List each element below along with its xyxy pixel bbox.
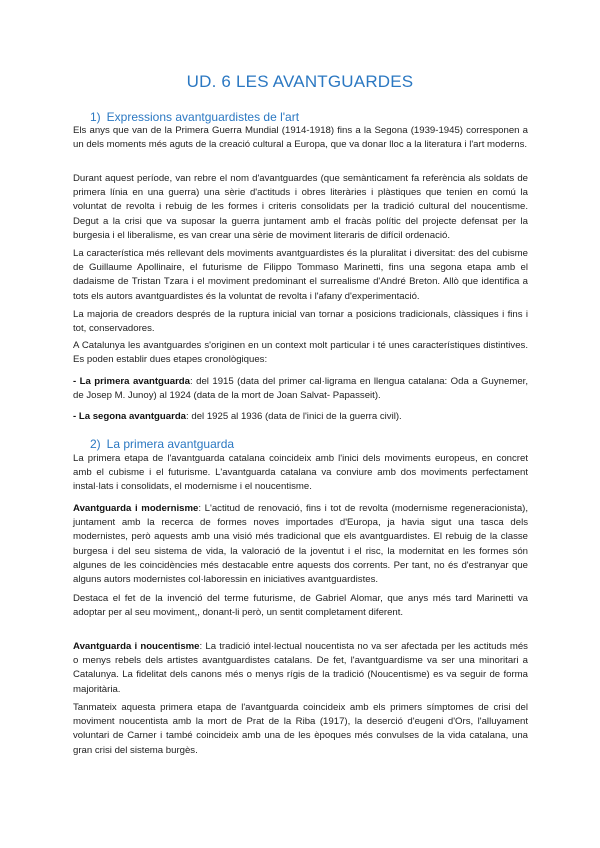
paragraph — [73, 502, 528, 587]
paragraph: Els anys que van de la Primera Guerra Mundial (1914-1918) fins a la Segona (1939-1945) corresponen a un dels moments més aguts de la creació cultural a Europa, que va donar lloc a la literatura i l'art moderns. — [73, 125, 528, 151]
section-heading-1 — [90, 110, 299, 124]
list-item-label: - La primera avantguarda — [73, 376, 190, 387]
section-heading-2 — [90, 437, 234, 451]
paragraph-text: : La tradició intel·lectual noucentista no va ser afectada per les actituds més o menys rebels dels artistes avantguardistes catalans. De fet, l'avantguardisme va ser una minoritari a Catalunya. La fidelitat dels canons més o menys rígis de la tradició (Noucentisme) es va seguir de forma majoritària. — [73, 641, 528, 695]
paragraph: Durant aquest període, van rebre el nom d'avantguardes (que semànticament fa referència als soldats de primera línia en una guerra) una sèrie d'actituds i obres literàries i plàstiques que tenien en comú la voluntat de revolta i rebuig de les formes i criteris consolidats per la tradició cultural del noucentisme. Degut a la crisi que va suposar la guerra juntament amb el fracàs polític del projecte defensat per la burgesia i el liberalisme, es van crear una sèrie de moviment literaris de difícil ordenació. — [73, 173, 528, 241]
paragraph-label: Avantguarda i modernisme — [73, 503, 199, 514]
paragraph: Tanmateix aquesta primera etapa de l'avantguarda coincideix amb els primers símptomes de crisi del moviment noucentista amb la mort de Prat de la Riba (1917), la deserció d'eugeni d'Ors, l'alluyament voluntari de Carner i també coincideix amb una de les èpoques més convulses de la vida catalana, una gran crisi del sistema burgès. — [73, 702, 528, 756]
list-item-text: : del 1915 (data del primer cal·ligrama en llengua catalana: Oda a Guynemer, de Josep M. Junoy) al 1924 (data de la mort de Joan Salvat- Papasseit). — [73, 376, 528, 402]
list-item-text: : del 1925 al 1936 (data de l'inici de la guerra civil). — [186, 411, 402, 422]
section-title: La primera avantguarda — [106, 437, 235, 451]
section-title: Expressions avantguardistes de l'art — [106, 110, 300, 124]
section-number: 1) — [90, 110, 101, 124]
paragraph: A Catalunya les avantguardes s'originen en un context molt particular i té unes característiques distintives. Es poden establir dues etapes cronològiques: — [73, 340, 528, 366]
paragraph: La primera etapa de l'avantguarda catalana coincideix amb l'inici dels moviments europeus, en concret amb el cubisme i el futurisme. L'avantguarda catalana va conviure amb dos moviments perfectament instal·lats i consolidats, el modernisme i el noucentisme. — [73, 453, 528, 493]
section-number: 2) — [90, 437, 101, 451]
paragraph: Destaca el fet de la invenció del terme futurisme, de Gabriel Alomar, que anys més tard Marinetti va adoptar per al seu moviment,, donant-li però, un sentit completament diferent. — [73, 593, 528, 619]
paragraph-label: Avantguarda i noucentisme — [73, 641, 200, 652]
paragraph: La característica més rellevant dels moviments avantguardistes és la pluralitat i diversitat: des del cubisme de Guillaume Apollinaire, el futurisme de Filippo Tommaso Marinetti, fins una segona etapa amb el dadaisme de Tristan Tzara i el moviment predominant el surrealisme d'André Breton. Allò que identifica a tots els autors avantguardistes és la voluntat de revolta i l'afany d'experimentació. — [73, 248, 528, 302]
paragraph-text: : L'actitud de renovació, fins i tot de revolta (modernisme regeneracionista), juntament amb la recerca de formes noves importades d'Europa, ja havia sigut una tasca dels modernistes, però aquests amb una visió més tradicional que els avantguardistes. El rebuig de la classe burgesa i del seu sistema de vida, la valoració de la joventut i el risc, la modernitat en les formes són algunes de les coincidències més destacable entre aquests dos corrents. Per tant, no és d'estranyar que alguns autors modernistes col·laboressin en iniciatives avantguardistes. — [73, 503, 529, 586]
list-item-label: - La segona avantguarda — [73, 411, 187, 422]
page-title: UD. 6 LES AVANTGUARDES — [186, 72, 414, 91]
paragraph — [73, 640, 528, 697]
list-item — [73, 410, 528, 424]
paragraph: La majoria de creadors després de la ruptura inicial van tornar a posicions tradicionals, clàssiques i fins i tot, conservadores. — [73, 309, 528, 335]
list-item — [73, 375, 528, 403]
